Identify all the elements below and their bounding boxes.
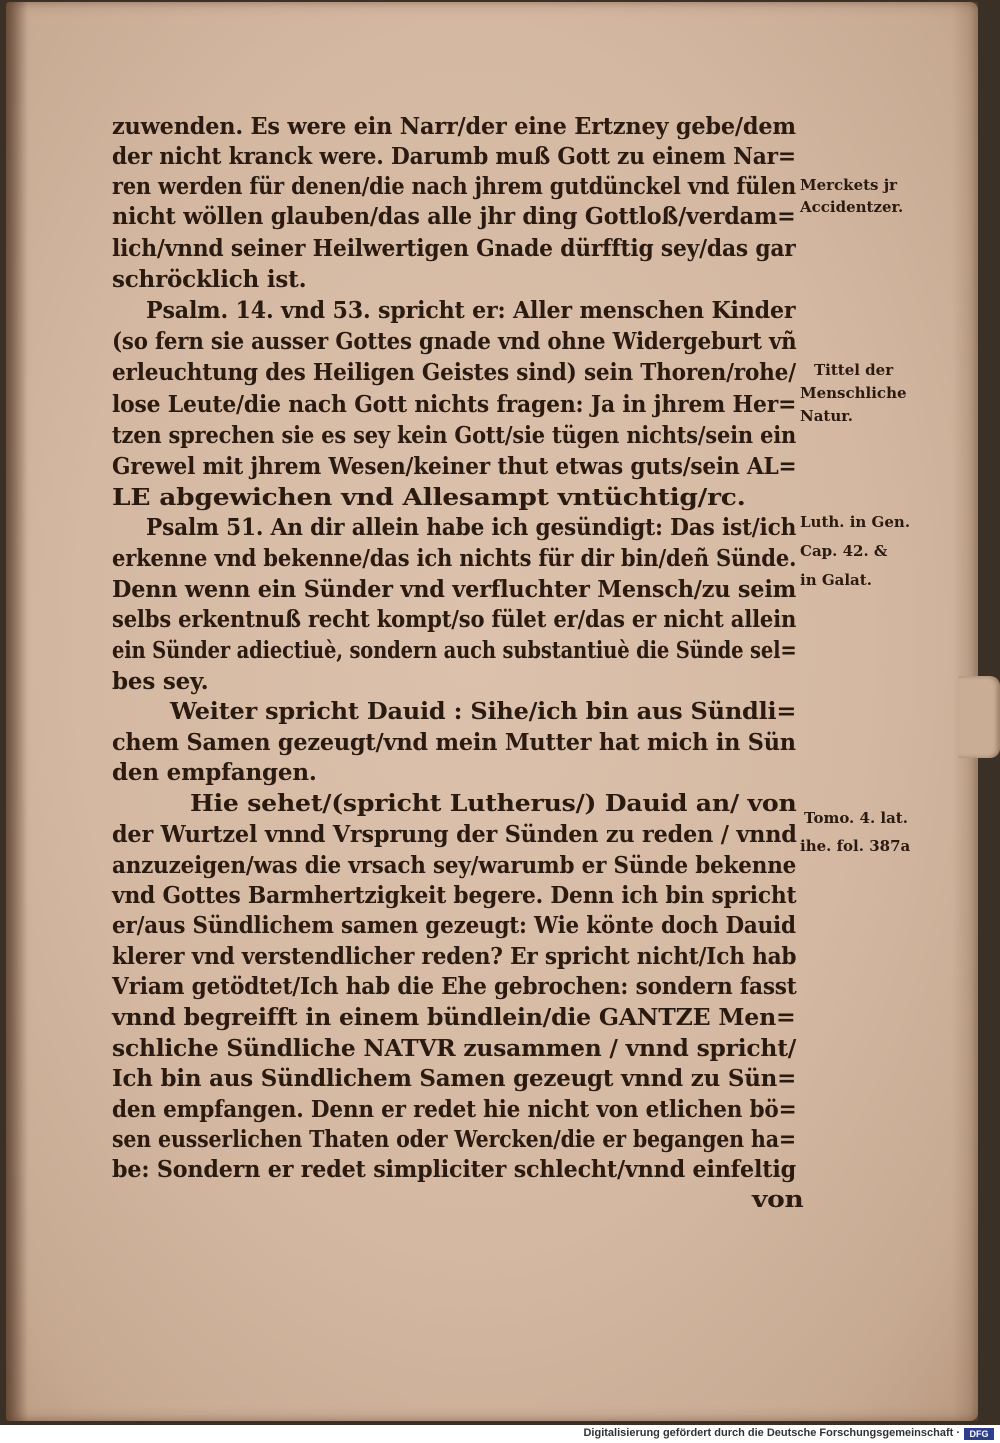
margin-note: Natur. (800, 407, 854, 425)
text-line: anzuzeigen/was die vrsach sey/warumb er Sünde bekenne (112, 852, 797, 879)
margin-note: ihe. fol. 387a (800, 837, 911, 855)
text-line: ein Sünder adiectiuè, sondern auch substantiuè die Sünde sel= (112, 637, 797, 664)
margin-note: Cap. 42. & (800, 542, 888, 560)
margin-note: Luth. in Gen. (800, 513, 911, 531)
text-line: den empfangen. (112, 759, 317, 786)
text-line: chem Samen gezeugt/vnd mein Mutter hat mich in Sün (112, 729, 796, 756)
text-line: Vriam getödtet/Ich hab die Ehe gebrochen: sondern fasst (112, 973, 797, 1000)
text-line: zuwenden. Es were ein Narr/der eine Ertzney gebe/dem (112, 113, 796, 140)
text-line: vnnd begreifft in einem bündlein/die GANTZE Men= (112, 1004, 796, 1031)
text-line: sen eusserlichen Thaten oder Wercken/die er begangen ha= (112, 1126, 796, 1153)
text-line: LE abgewichen vnd Allesampt vntüchtig/rc. (112, 484, 746, 511)
text-line: der Wurtzel vnnd Vrsprung der Sünden zu reden / vnnd (112, 821, 797, 848)
text-line: erkenne vnd bekenne/das ich nichts für dir bin/deñ Sünde. (112, 545, 797, 572)
text-line: Denn wenn ein Sünder vnd verfluchter Mensch/zu seim (112, 576, 797, 603)
text-line: selbs erkentnuß recht kompt/so fület er/das er nicht allein (112, 606, 797, 633)
text-line: Weiter spricht Dauid : Sihe/ich bin aus Sündli= (170, 698, 797, 725)
margin-note: Tomo. 4. lat. (804, 809, 908, 827)
text-line: Ich bin aus Sündlichem Samen gezeugt vnnd zu Sün= (112, 1065, 797, 1092)
text-line: lose Leute/die nach Gott nichts fragen: Ja in jhrem Her= (112, 391, 797, 418)
text-line: vnd Gottes Barmhertzigkeit begere. Denn ich bin spricht (112, 882, 797, 909)
text-line: (so fern sie ausser Gottes gnade vnd ohne Widergeburt vñ (112, 328, 797, 355)
dfg-logo: DFG (964, 1428, 994, 1440)
spine-shadow (6, 2, 28, 1421)
margin-note: in Galat. (800, 571, 872, 589)
margin-note: Accidentzer. (800, 198, 904, 216)
text-line: bes sey. (112, 668, 209, 695)
text-line: Grewel mit jhrem Wesen/keiner thut etwas guts/sein AL= (112, 453, 797, 480)
catchword: von (752, 1186, 804, 1213)
text-line: erleuchtung des Heiligen Geistes sind) sein Thoren/rohe/ (112, 359, 796, 386)
text-line: Psalm 51. An dir allein habe ich gesündigt: Das ist/ich (146, 514, 797, 541)
text-line: schliche Sündliche NATVR zusammen / vnnd spricht/ (112, 1035, 797, 1062)
funding-credit: Digitalisierung gefördert durch die Deutsche Forschungsgemeinschaft · (583, 1427, 960, 1439)
margin-note: Tittel der (814, 361, 894, 379)
text-line: tzen sprechen sie es sey kein Gott/sie tügen nichts/sein ein (112, 422, 797, 449)
margin-note: Menschliche (800, 384, 907, 402)
text-line: den empfangen. Denn er redet hie nicht von etlichen bö= (112, 1096, 797, 1123)
text-line: lich/vnnd seiner Heilwertigen Gnade dürfftig sey/das gar (112, 235, 796, 262)
text-line: nicht wöllen glauben/das alle jhr ding Gottloß/verdam= (112, 203, 796, 230)
text-line: der nicht kranck were. Darumb muß Gott zu einem Nar= (112, 143, 796, 170)
text-line: er/aus Sündlichem samen gezeugt: Wie könte doch Dauid (112, 912, 796, 939)
page-tab (958, 676, 1000, 758)
margin-note: Merckets jr (800, 176, 898, 194)
text-line: klerer vnd verstendlicher reden? Er spricht nicht/Ich hab (112, 943, 797, 970)
text-line: Hie sehet/(spricht Lutherus/) Dauid an/ von (190, 790, 797, 817)
text-line: Psalm. 14. vnd 53. spricht er: Aller menschen Kinder (146, 297, 796, 324)
text-line: be: Sondern er redet simpliciter schlecht/vnnd einfeltig (112, 1156, 796, 1183)
text-line: ren werden für denen/die nach jhrem gutdünckel vnd fülen (112, 173, 797, 200)
text-line: schröcklich ist. (112, 266, 307, 293)
